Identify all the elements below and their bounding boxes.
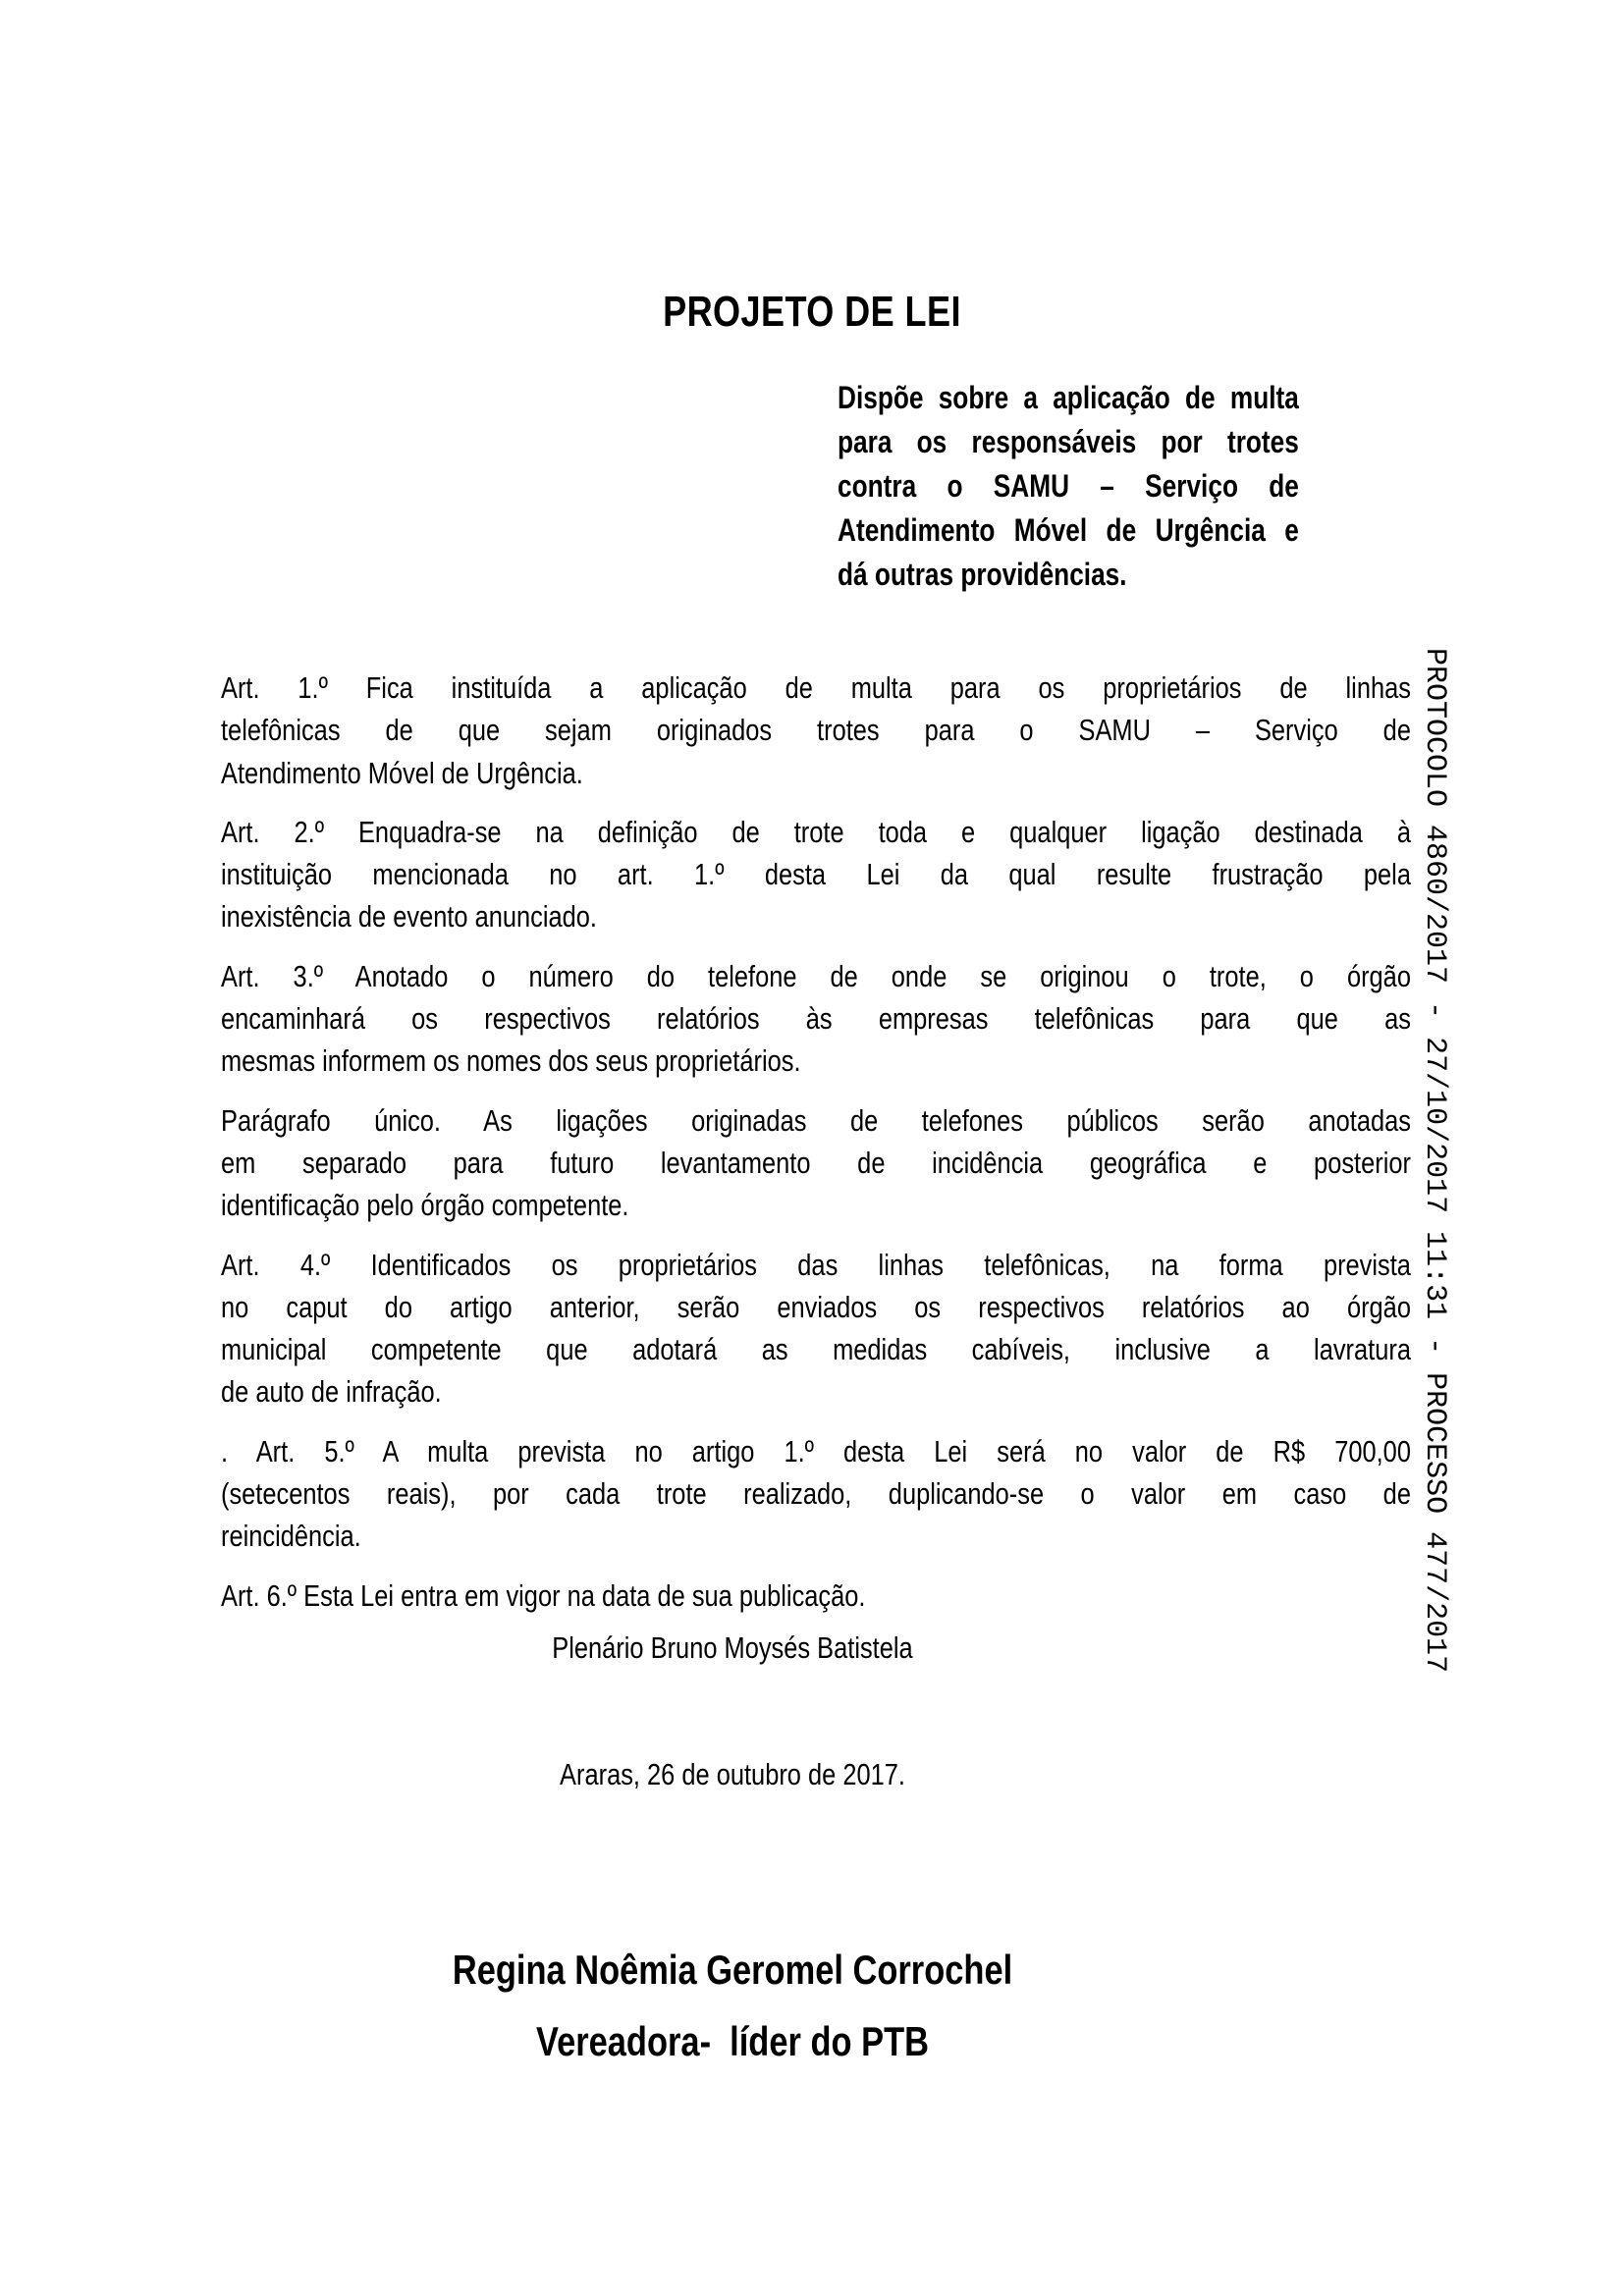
text-line: municipal competente que adotará as medidas cabíveis, inclusive a lavratura (221, 1332, 1411, 1367)
text-line: no caput do artigo anterior, serão enviados os respectivos relatórios ao órgão (221, 1289, 1411, 1324)
article-4 (221, 1244, 1411, 1414)
text-line: de auto de infração. (221, 1374, 442, 1410)
text-line: Dispõe sobre a aplicação de multa (838, 380, 1299, 415)
text-line: Art. 1.º Fica instituída a aplicação de multa para os proprietários de linhas (221, 670, 1411, 705)
text-line: dá outras providências. (838, 557, 1127, 592)
article-3 (221, 955, 1411, 1083)
plenary-line: Plenário Bruno Moysés Batistela (552, 1630, 913, 1665)
page-title: PROJETO DE LEI (663, 288, 961, 336)
text-line: (setecentos reais), por cada trote realizado, duplicando-se o valor em caso de (221, 1476, 1411, 1512)
protocol-stamp-vertical: PROTOCOLO 4860/2017 - 27/10/2017 11:31 - PROCESSO 477/2017 (1418, 648, 1451, 1674)
text-line: inexistência de evento anunciado. (221, 899, 597, 934)
text-line: Art. 6.º Esta Lei entra em vigor na data de sua publicação. (221, 1577, 866, 1613)
paragrafo-unico (221, 1099, 1411, 1227)
text-line: Art. 4.º Identificados os proprietários das linhas telefônicas, na forma prevista (221, 1247, 1411, 1282)
text-line: reincidência. (221, 1519, 361, 1554)
article-2 (221, 811, 1411, 938)
signature-name: Regina Noêmia Geromel Corrochel (452, 1947, 1013, 1993)
text-line: . Art. 5.º A multa prevista no artigo 1.º desta Lei será no valor de R$ 700,00 (221, 1433, 1411, 1468)
text-line: Atendimento Móvel de Urgência. (221, 755, 583, 790)
text-line: telefônicas de que sejam originados trotes para o SAMU – Serviço de (221, 713, 1411, 748)
text-line: mesmas informem os nomes dos seus proprietários. (221, 1043, 801, 1079)
date-line: Araras, 26 de outubro de 2017. (560, 1757, 905, 1791)
text-line: para os responsáveis por trotes (838, 424, 1299, 459)
articles-body (221, 667, 1411, 1633)
text-line: em separado para futuro levantamento de incidência geográfica e posterior (221, 1145, 1411, 1180)
text-line: Atendimento Móvel de Urgência e (838, 512, 1299, 548)
text-line: Art. 2.º Enquadra-se na definição de trote toda e qualquer ligação destinada à (221, 814, 1411, 849)
text-line: encaminhará os respectivos relatórios às empresas telefônicas para que as (221, 1001, 1411, 1037)
text-line: contra o SAMU – Serviço de (838, 468, 1299, 504)
text-line: Parágrafo único. As ligações originadas de telefones públicos serão anotadas (221, 1102, 1411, 1138)
ementa-block (838, 376, 1299, 597)
text-line: Art. 3.º Anotado o número do telefone de onde se originou o trote, o órgão (221, 958, 1411, 993)
signature-role: Vereadora- líder do PTB (535, 2018, 930, 2064)
article-5 (221, 1430, 1411, 1558)
article-1 (221, 667, 1411, 794)
text-line: identificação pelo órgão competente. (221, 1188, 629, 1223)
article-6 (221, 1575, 1411, 1617)
text-line: instituição mencionada no art. 1.º desta Lei da qual resulte frustração pela (221, 857, 1411, 892)
